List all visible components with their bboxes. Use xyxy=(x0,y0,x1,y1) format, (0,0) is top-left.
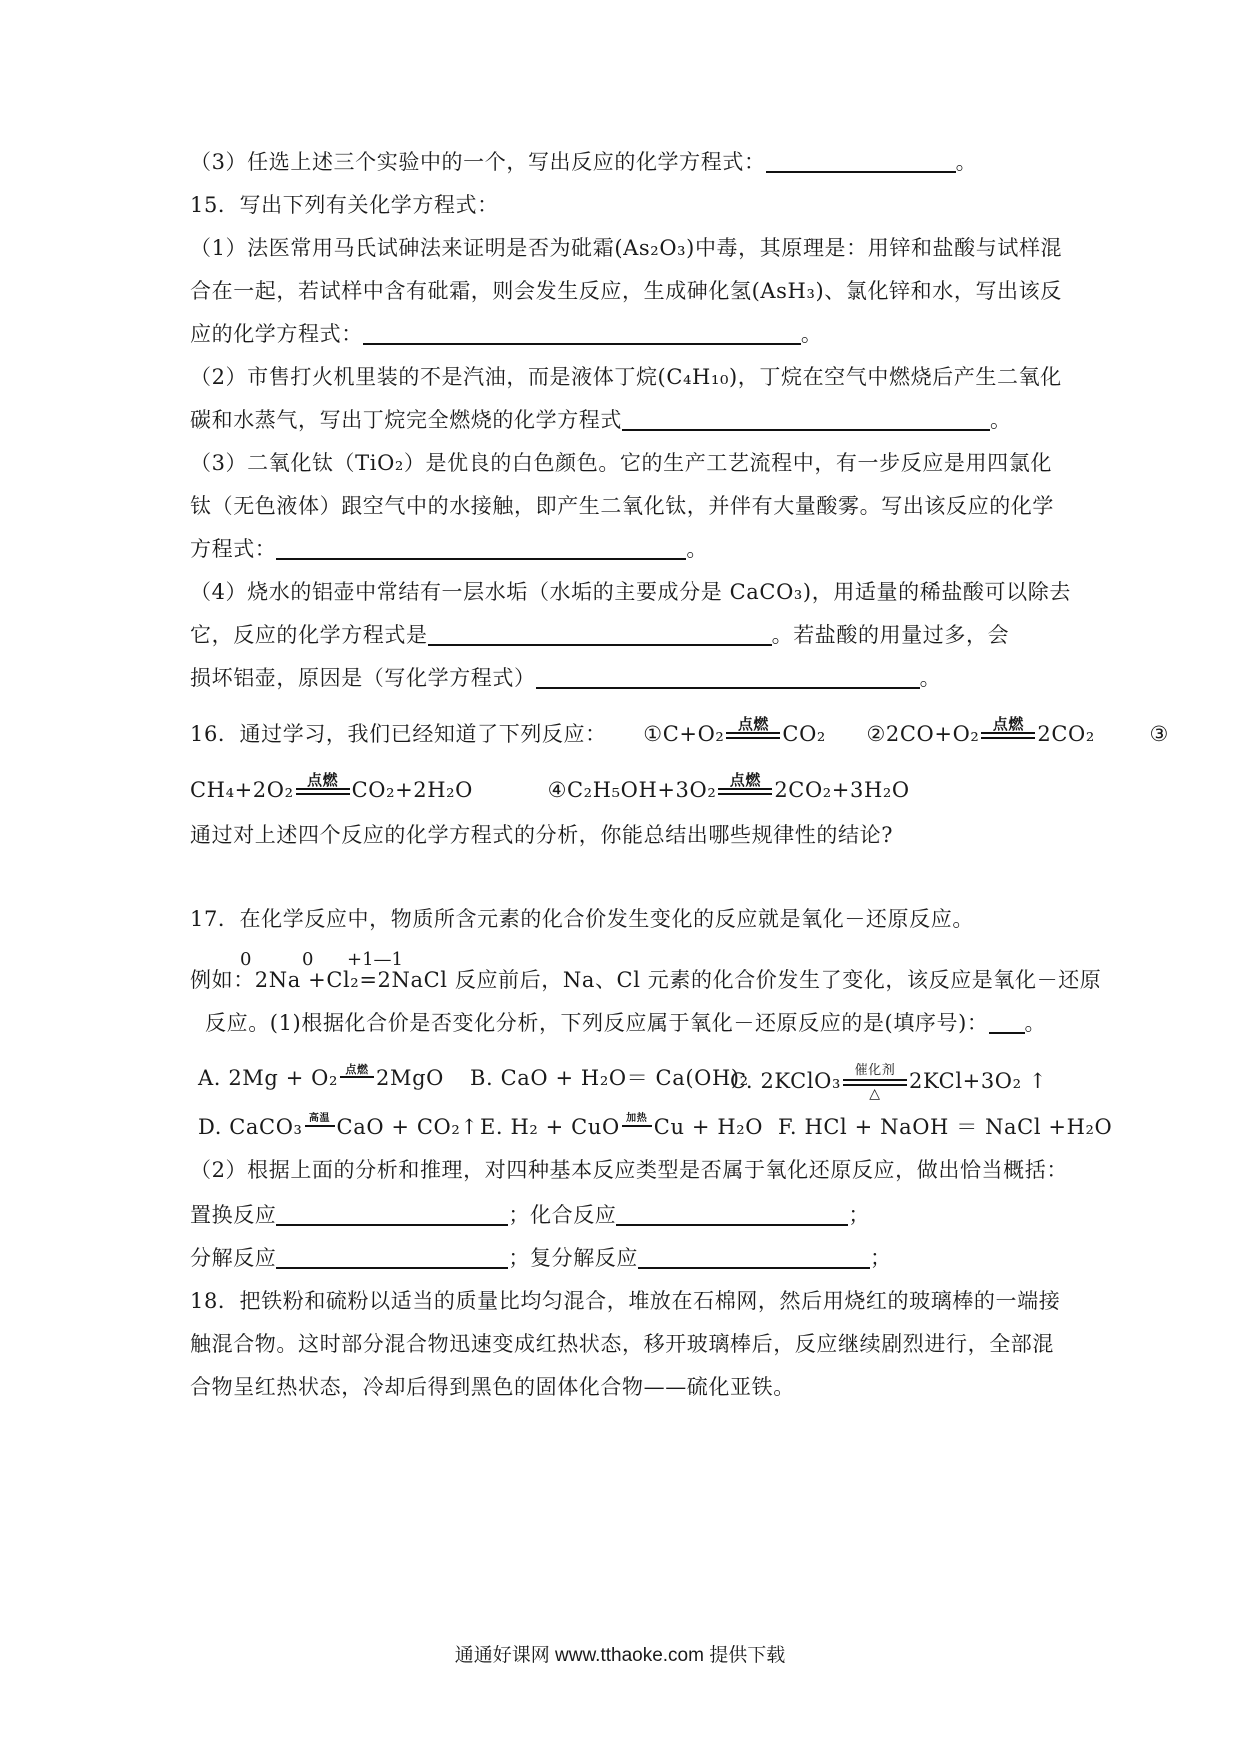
text: （3）二氧化钛（TiO₂）是优良的白色颜色。它的生产工艺流程中，有一步反应是用四氯化 xyxy=(190,451,1052,475)
text: F. HCl + NaOH ＝ NaCl +H₂O xyxy=(778,1115,1113,1139)
q16-line1 xyxy=(190,716,1169,755)
reaction-2-reactants: ②2CO+O₂ xyxy=(866,722,980,746)
text: Cu + H₂O xyxy=(653,1115,764,1139)
valence-na: 0 xyxy=(240,949,252,970)
option-d xyxy=(198,1112,479,1145)
q14-part3 xyxy=(190,147,977,177)
text: 触混合物。这时部分混合物迅速变成红热状态，移开玻璃棒后，反应继续剧烈进行，全部混 xyxy=(190,1332,1054,1356)
answer-blank[interactable] xyxy=(276,536,686,560)
option-b xyxy=(470,1063,749,1093)
text: 损坏铝壶，原因是（写化学方程式） xyxy=(190,666,536,690)
text: C. 2KClO₃ xyxy=(730,1069,841,1093)
q17-part2-row1 xyxy=(190,1200,870,1230)
q18-line3 xyxy=(190,1372,795,1402)
text: 18．把铁粉和硫粉以适当的质量比均匀混合，堆放在石棉网，然后用烧红的玻璃棒的一端接 xyxy=(190,1289,1061,1313)
text: 它，反应的化学方程式是 xyxy=(190,623,428,647)
condition-label: 加热 xyxy=(626,1112,648,1124)
text: 16．通过学习，我们已经知道了下列反应： xyxy=(190,722,607,746)
q15-part3-line1 xyxy=(190,448,1052,478)
text: A. 2Mg + O₂ xyxy=(198,1066,339,1090)
text: 合在一起，若试样中含有砒霜，则会发生反应，生成砷化氢(AsH₃)、氯化锌和水，写出该反 xyxy=(190,279,1062,303)
reaction-3-products: CO₂+2H₂O xyxy=(351,778,474,802)
text: B. CaO + H₂O＝ Ca(OH)₂ xyxy=(470,1066,749,1090)
q16-question xyxy=(190,820,893,850)
text: 碳和水蒸气，写出丁烷完全燃烧的化学方程式 xyxy=(190,408,622,432)
condition-label: 催化剂 xyxy=(854,1063,896,1078)
text: 应的化学方程式： xyxy=(190,322,363,346)
text: 分解反应 xyxy=(190,1246,277,1270)
q15-part2-line2 xyxy=(190,405,1012,435)
answer-blank[interactable] xyxy=(989,1010,1025,1034)
text: 反应。(1)根据化合价是否变化分析，下列反应属于氧化－还原反应的是(填序号)： xyxy=(205,1011,989,1035)
q17-part2-row2 xyxy=(190,1243,892,1273)
q17-example xyxy=(190,965,1101,995)
q15-part1-line2 xyxy=(190,276,1062,306)
text: ； xyxy=(848,1203,871,1227)
reaction-4-reactants: ④C₂H₅OH+3O₂ xyxy=(547,778,717,802)
option-c xyxy=(730,1063,1047,1102)
text: CaO + CO₂↑ xyxy=(336,1115,479,1139)
answer-blank[interactable] xyxy=(428,622,772,646)
condition-label: △ xyxy=(869,1086,881,1102)
q16-line2 xyxy=(190,772,910,811)
text: ；化合反应 xyxy=(508,1203,617,1227)
condition-label: 点燃 xyxy=(729,771,761,789)
q18-line1 xyxy=(190,1286,1060,1316)
page-footer: 通通好课网 www.tthaoke.com 提供下载 xyxy=(454,1645,786,1666)
text: 。 xyxy=(1024,1011,1047,1035)
q17-part1 xyxy=(205,1008,1046,1038)
q15-part3-line2 xyxy=(190,491,1054,521)
q15-title xyxy=(190,190,499,220)
reaction-1-reactants: ①C+O₂ xyxy=(643,722,725,746)
condition-arrow xyxy=(340,1064,374,1096)
text: （4）烧水的铝壶中常结有一层水垢（水垢的主要成分是 CaCO₃)，用适量的稀盐酸可以除去 xyxy=(190,580,1071,604)
condition-arrow xyxy=(726,716,780,755)
text: （1）法医常用马氏试砷法来证明是否为砒霜(As₂O₃)中毒，其原理是：用锌和盐酸与试样混 xyxy=(190,236,1063,260)
text: 。 xyxy=(990,408,1012,432)
valence-nacl: +1—1 xyxy=(347,949,403,970)
reaction-2-products: 2CO₂ xyxy=(1037,722,1095,746)
q15-part3-line3 xyxy=(190,534,708,564)
condition-arrow xyxy=(981,716,1035,755)
text: 钛（无色液体）跟空气中的水接触，即产生二氧化钛，并伴有大量酸雾。写出该反应的化学 xyxy=(190,494,1054,518)
text: 通过对上述四个反应的化学方程式的分析，你能总结出哪些规律性的结论? xyxy=(190,823,894,847)
answer-blank[interactable] xyxy=(616,1202,848,1226)
text: 方程式： xyxy=(190,537,277,561)
answer-blank[interactable] xyxy=(276,1245,508,1269)
condition-arrow xyxy=(718,772,772,811)
q15-part1-line3 xyxy=(190,319,822,349)
answer-blank[interactable] xyxy=(622,407,990,431)
text: （2）根据上面的分析和推理，对四种基本反应类型是否属于氧化还原反应，做出恰当概括： xyxy=(190,1158,1068,1182)
text: 17．在化学反应中，物质所含元素的化合价发生变化的反应就是氧化－还原反应。 xyxy=(190,907,974,931)
text: E. H₂ + CuO xyxy=(480,1115,620,1139)
condition-label: 点燃 xyxy=(345,1062,369,1076)
q17-title xyxy=(190,904,974,934)
q15-part4-line3 xyxy=(190,663,941,693)
q15-part4-line2 xyxy=(190,620,1009,650)
condition-label: 点燃 xyxy=(737,715,770,733)
q18-line2 xyxy=(190,1329,1054,1359)
q17-part2 xyxy=(190,1155,1068,1185)
condition-arrow xyxy=(622,1113,652,1145)
answer-blank[interactable] xyxy=(363,321,801,345)
reaction-4-products: 2CO₂+3H₂O xyxy=(774,778,910,802)
condition-label: 高温 xyxy=(308,1112,331,1124)
answer-blank[interactable] xyxy=(276,1202,508,1226)
text: D. CaCO₃ xyxy=(198,1115,303,1139)
text: 。 xyxy=(919,666,942,690)
q15-part2-line1 xyxy=(190,362,1062,392)
text: ；复分解反应 xyxy=(508,1246,639,1270)
condition-label: 点燃 xyxy=(306,771,339,789)
text: （2）市售打火机里装的不是汽油，而是液体丁烷(C₄H₁₀)，丁烷在空气中燃烧后产生二氧化 xyxy=(190,365,1062,389)
text: ； xyxy=(870,1246,892,1270)
text: 2MgO xyxy=(376,1066,444,1090)
valence-cl: 0 xyxy=(302,949,314,970)
text: 合物呈红热状态，冷却后得到黑色的固体化合物——硫化亚铁。 xyxy=(190,1375,795,1399)
answer-blank[interactable] xyxy=(536,665,920,689)
option-a xyxy=(198,1063,444,1096)
text: 反应前后，Na、Cl 元素的化合价发生了变化，该反应是氧化－还原 xyxy=(447,968,1102,992)
reaction-1-products: CO₂ xyxy=(782,722,826,746)
text: 。 xyxy=(686,537,709,561)
text: 。 xyxy=(955,150,978,174)
text: 15．写出下列有关化学方程式： xyxy=(190,193,499,217)
text: 。若盐酸的用量过多，会 xyxy=(771,623,1010,647)
text: 置换反应 xyxy=(190,1203,277,1227)
option-f xyxy=(778,1112,1112,1142)
condition-arrow xyxy=(296,772,350,811)
text: 2KCl+3O₂ ↑ xyxy=(908,1069,1048,1093)
reaction-3-reactants: CH₄+2O₂ xyxy=(190,778,294,802)
text: 。 xyxy=(800,322,823,346)
q15-part4-line1 xyxy=(190,577,1071,607)
condition-label: 点燃 xyxy=(992,715,1024,733)
text: （3）任选上述三个实验中的一个，写出反应的化学方程式： xyxy=(190,150,766,174)
answer-blank[interactable] xyxy=(638,1245,870,1269)
condition-arrow xyxy=(843,1063,907,1102)
condition-arrow xyxy=(305,1113,335,1145)
option-e xyxy=(480,1112,763,1145)
example-equation: 例如：2Na +Cl₂=2NaCl xyxy=(190,968,448,992)
q15-part1-line1 xyxy=(190,233,1062,263)
answer-blank[interactable] xyxy=(766,149,956,173)
reaction-3-marker: ③ xyxy=(1149,722,1169,746)
